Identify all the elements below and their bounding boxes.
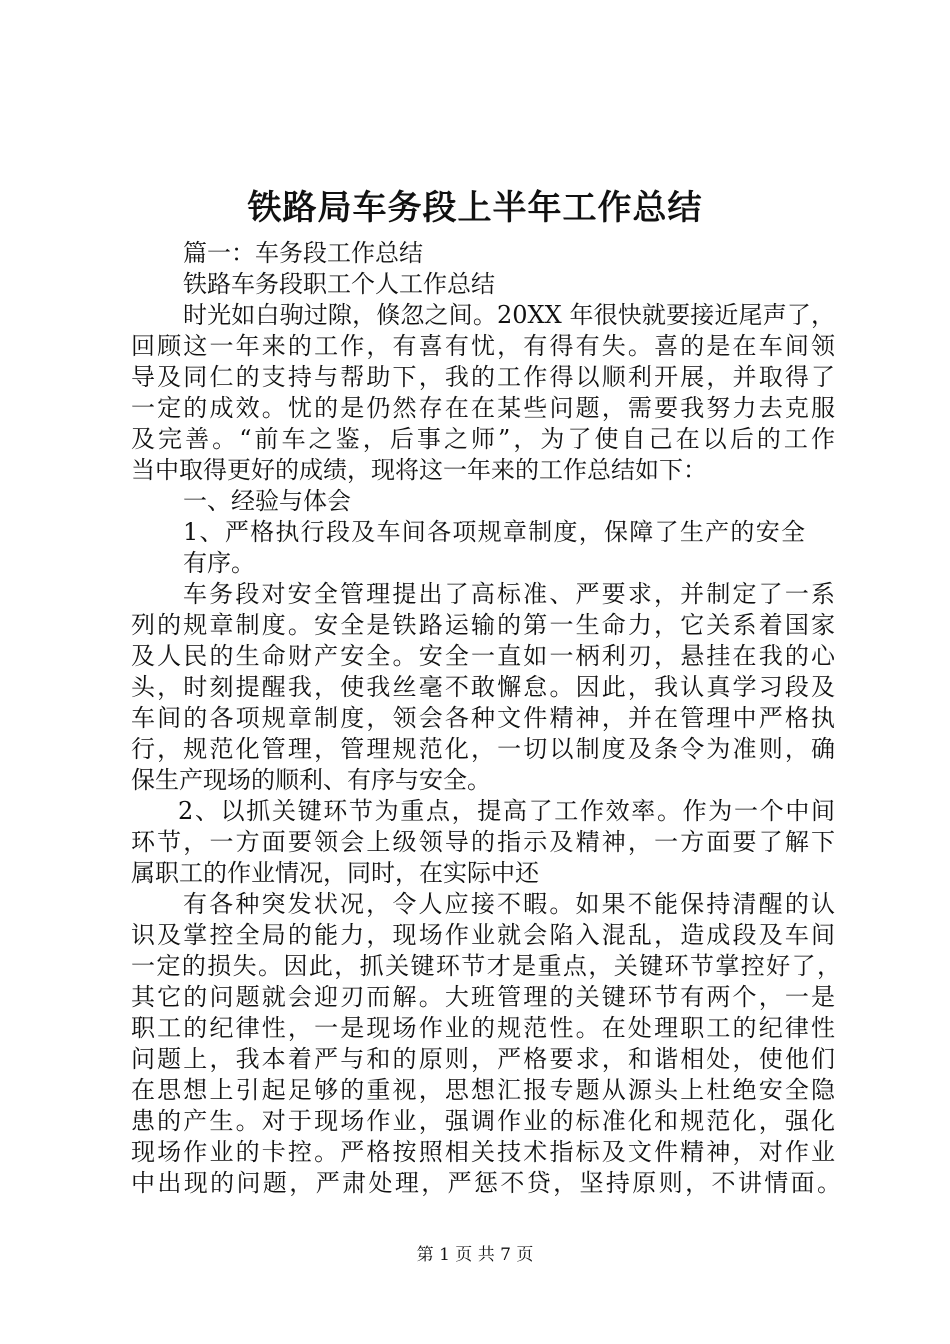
page-footer: 第 1 页 共 7 页 <box>416 1245 534 1265</box>
text-line: 问题上，我本着严与和的原则，严格要求，和谐相处，使他们 <box>131 1045 835 1073</box>
text-line: 属职工的作业情况，同时，在实际中还 <box>131 859 539 887</box>
text-line: 中出现的问题，严肃处理，严惩不贷，坚持原则，不讲情面。 <box>131 1169 841 1197</box>
text-line: 车间的各项规章制度，领会各种文件精神，并在管理中严格执 <box>131 704 835 732</box>
subsection-heading: 1、严格执行段及车间各项规章制度，保障了生产的安全 <box>183 518 805 546</box>
text-line: 时光如白驹过隙，倏忽之间。20XX 年很快就要接近尾声了， <box>183 301 835 329</box>
text-line: 导及同仁的支持与帮助下，我的工作得以顺利开展，并取得了 <box>131 363 835 391</box>
text-line: 铁路车务段职工个人工作总结 <box>183 270 495 298</box>
text-line: 车务段对安全管理提出了高标准、严要求，并制定了一系 <box>183 580 835 608</box>
text-line: 及人民的生命财产安全。安全一直如一柄利刃，悬挂在我的心 <box>131 642 835 670</box>
text-line: 行，规范化管理，管理规范化，一切以制度及条令为准则，确 <box>131 735 835 763</box>
text-line: 列的规章制度。安全是铁路运输的第一生命力，它关系着国家 <box>131 611 835 639</box>
subsection-heading: 2、以抓关键环节为重点，提高了工作效率。作为一个中间 <box>178 797 835 825</box>
text-line: 有序。 <box>183 549 255 577</box>
text-line: 在思想上引起足够的重视，思想汇报专题从源头上杜绝安全隐 <box>131 1076 835 1104</box>
text-line: 及完善。“前车之鉴，后事之师”，为了使自己在以后的工作 <box>131 425 835 453</box>
text-line: 保生产现场的顺利、有序与安全。 <box>131 766 491 794</box>
text-line: 现场作业的卡控。严格按照相关技术指标及文件精神，对作业 <box>131 1138 835 1166</box>
text-line: 患的产生。对于现场作业，强调作业的标准化和规范化，强化 <box>131 1107 835 1135</box>
text-line: 回顾这一年来的工作，有喜有忧，有得有失。喜的是在车间领 <box>131 332 835 360</box>
section-heading: 一、经验与体会 <box>183 487 351 515</box>
text-line: 有各种突发状况，令人应接不暇。如果不能保持清醒的认 <box>183 890 835 918</box>
text-line: 头，时刻提醒我，使我丝毫不敢懈怠。因此，我认真学习段及 <box>131 673 835 701</box>
text-line: 职工的纪律性，一是现场作业的规范性。在处理职工的纪律性 <box>131 1014 835 1042</box>
text-line: 一定的成效。忧的是仍然存在在某些问题，需要我努力去克服 <box>131 394 835 422</box>
text-line: 一定的损失。因此，抓关键环节才是重点，关键环节掌控好了， <box>131 952 841 980</box>
text-line: 其它的问题就会迎刃而解。大班管理的关键环节有两个，一是 <box>131 983 835 1011</box>
text-line: 篇一：车务段工作总结 <box>183 239 423 267</box>
text-line: 识及掌控全局的能力，现场作业就会陷入混乱，造成段及车间 <box>131 921 835 949</box>
document-title: 铁路局车务段上半年工作总结 <box>247 188 703 228</box>
text-line: 当中取得更好的成绩，现将这一年来的工作总结如下： <box>131 456 707 484</box>
text-line: 环节，一方面要领会上级领导的指示及精神，一方面要了解下 <box>131 828 835 856</box>
